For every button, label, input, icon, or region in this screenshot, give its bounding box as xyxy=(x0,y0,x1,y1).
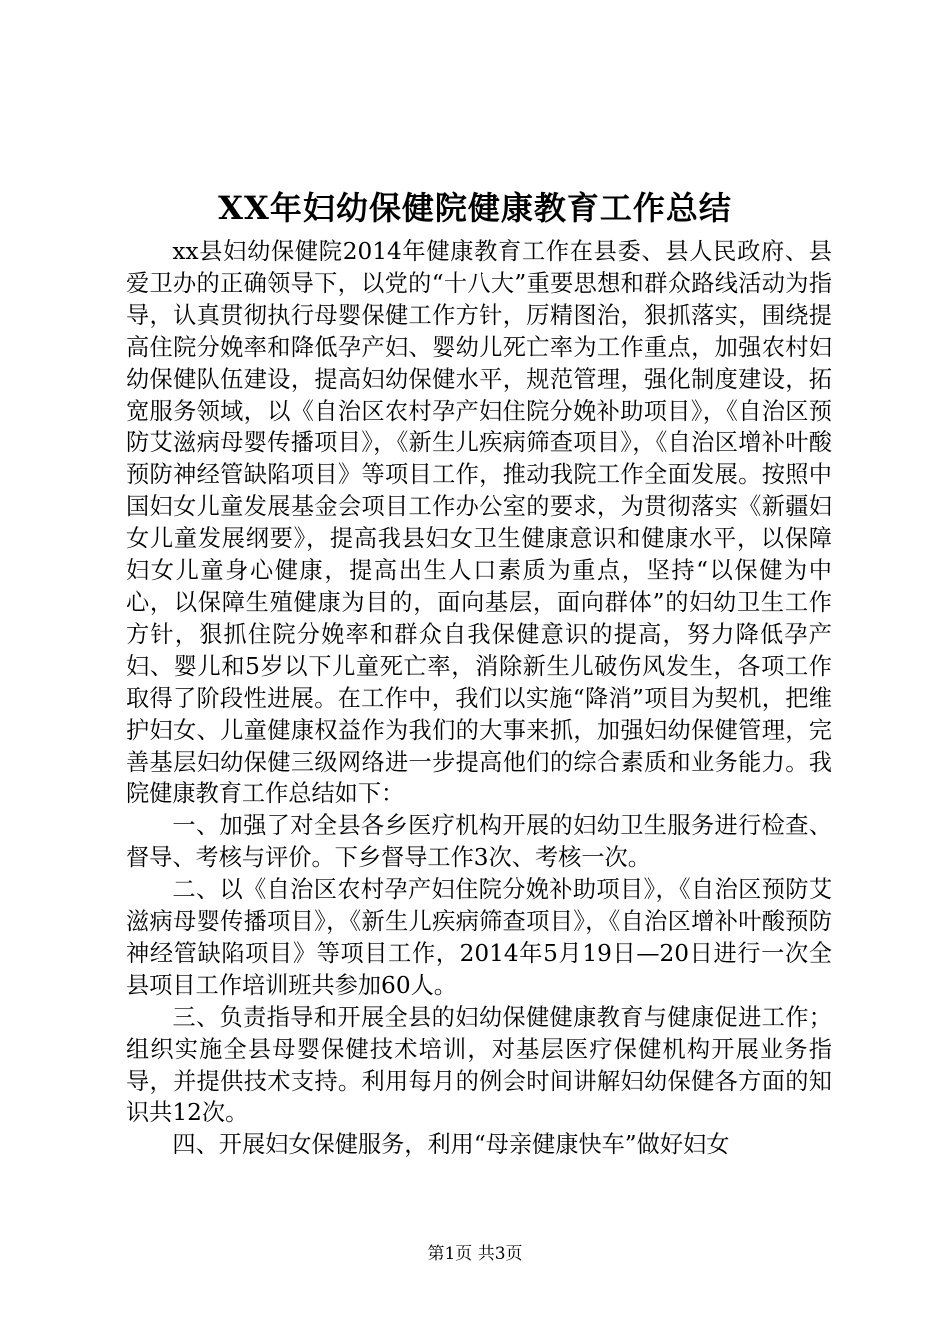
paragraph-item-1: 一、加强了对全县各乡医疗机构开展的妇幼卫生服务进行检查、督导、考核与评价。下乡督导工作3次、考核一次。 xyxy=(126,812,832,872)
page-footer: 第1页 共3页 xyxy=(427,1244,523,1264)
document-body xyxy=(126,236,832,1161)
paragraph-intro: xx县妇幼保健院2014年健康教育工作在县委、县人民政府、县爱卫办的正确领导下，以党的“十八大”重要思想和群众路线活动为指导，认真贯彻执行母婴保健工作方针，厉精图治，狠抓落实，围绕提高住院分娩率和降低孕产妇、婴幼儿死亡率为工作重点，加强农村妇幼保健队伍建设，提高妇幼保健水平，规范管理，强化制度建设，拓宽服务领域，以《自治区农村孕产妇住院分娩补助项目》，《自治区预防艾滋病母婴传播项目》，《新生儿疾病筛查项目》，《自治区增补叶酸预防神经管缺陷项目》等项目工作，推动我院工作全面发展。按照中国妇女儿童发展基金会项目工作办公室的要求，为贯彻落实《新疆妇女儿童发展纲要》，提高我县妇女卫生健康意识和健康水平，以保障妇女儿童身心健康，提高出生人口素质为重点，坚持“以保健为中心，以保障生殖健康为目的，面向基层，面向群体”的妇幼卫生工作方针，狠抓住院分娩率和群众自我保健意识的提高，努力降低孕产妇、婴儿和5岁以下儿童死亡率，消除新生儿破伤风发生，各项工作取得了阶段性进展。在工作中，我们以实施“降消”项目为契机，把维护妇女、儿童健康权益作为我们的大事来抓，加强妇幼保健管理，完善基层妇幼保健三级网络进一步提高他们的综合素质和业务能力。我院健康教育工作总结如下： xyxy=(126,238,832,808)
paragraph-item-4: 四、开展妇女保健服务，利用“母亲健康快车”做好妇女 xyxy=(172,1131,730,1159)
paragraph-item-2: 二、以《自治区农村孕产妇住院分娩补助项目》，《自治区预防艾滋病母婴传播项目》，《新生儿疾病筛查项目》，《自治区增补叶酸预防神经管缺陷项目》等项目工作，2014年5月19日—20日进行一次全县项目工作培训班共参加60人。 xyxy=(126,876,832,999)
document-title: XX年妇幼保健院健康教育工作总结 xyxy=(218,189,732,227)
paragraph-item-3: 三、负责指导和开展全县的妇幼保健健康教育与健康促进工作；组织实施全县母婴保健技术培训，对基层医疗保健机构开展业务指导，并提供技术支持。利用每月的例会时间讲解妇幼保健各方面的知识共12次。 xyxy=(126,1003,832,1127)
